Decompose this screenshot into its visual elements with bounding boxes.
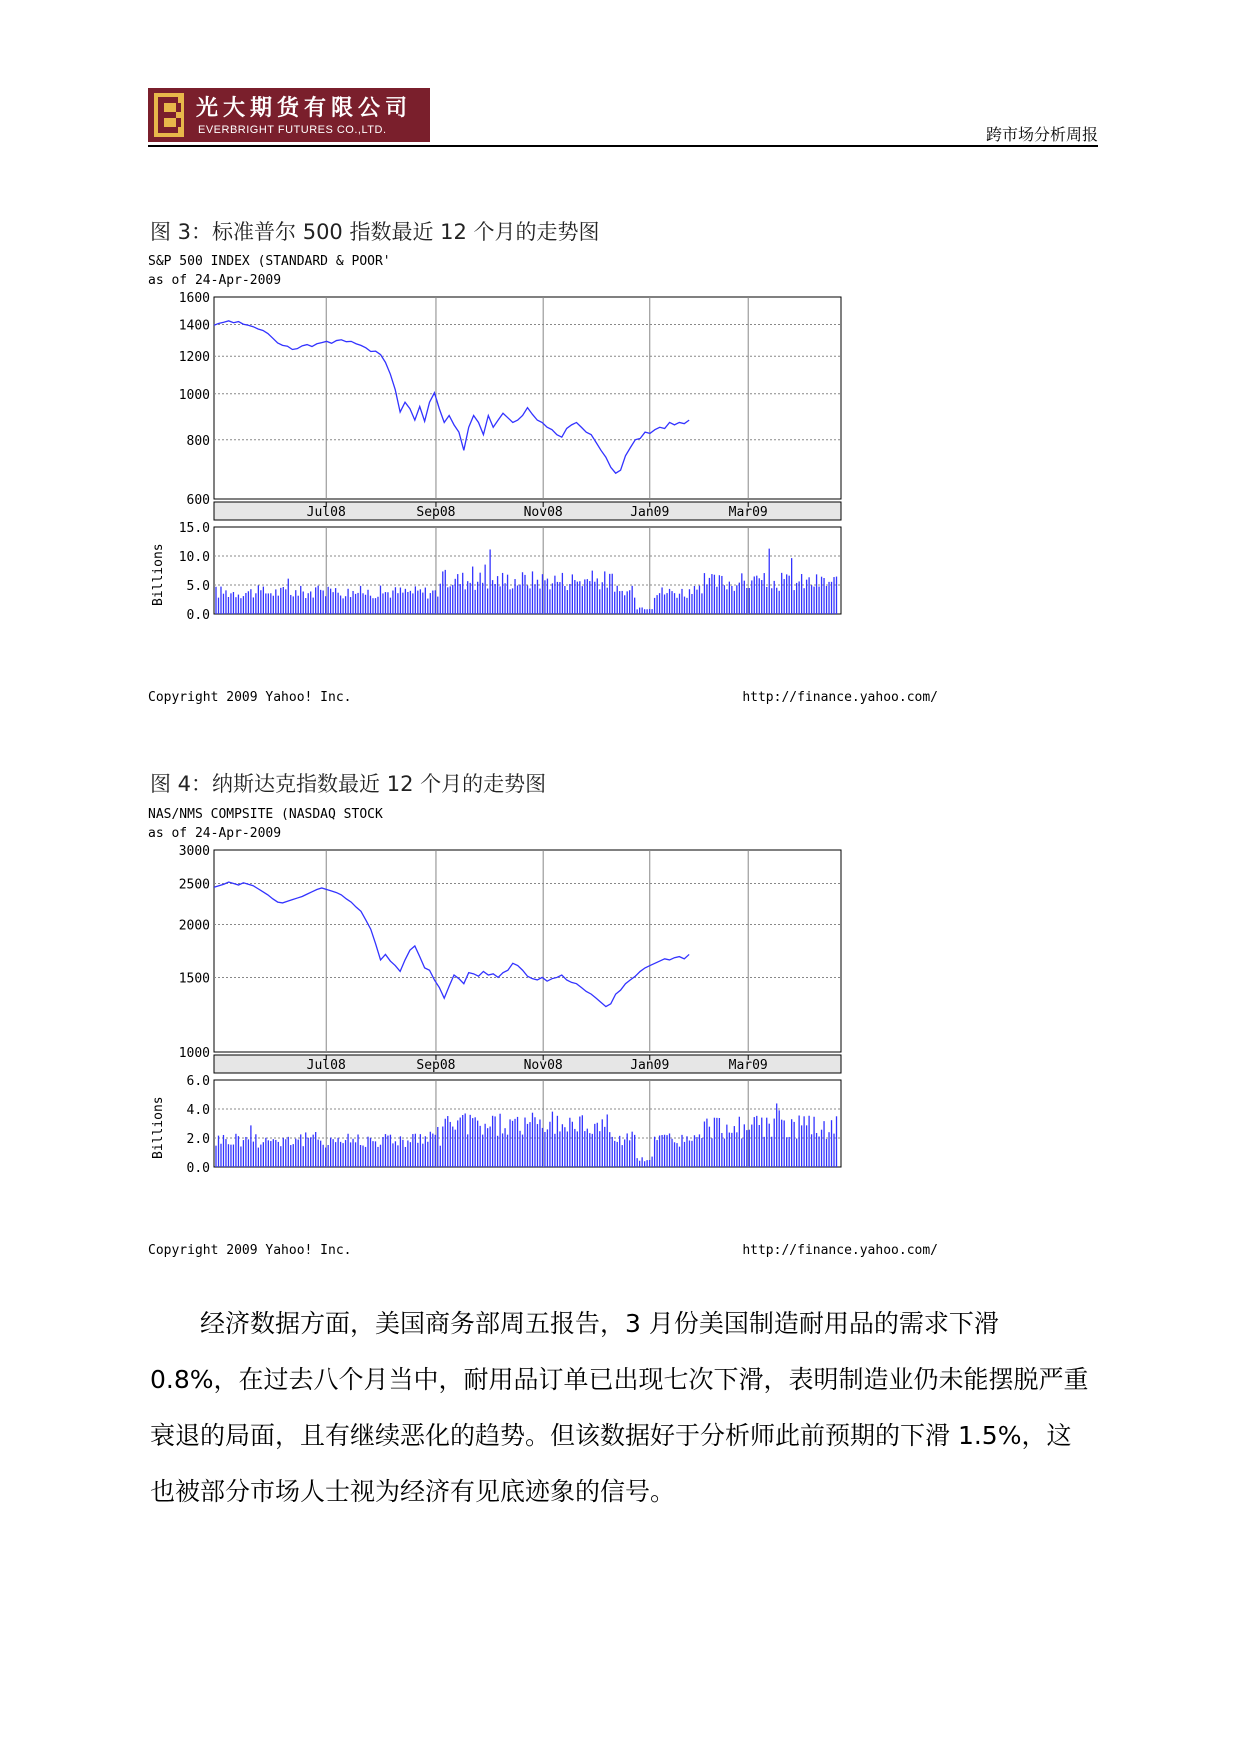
price-plot bbox=[179, 844, 841, 1073]
y-tick-label: 1000 bbox=[178, 1046, 210, 1061]
header-divider bbox=[148, 145, 1098, 147]
y-tick-label: 1400 bbox=[178, 318, 210, 334]
y-tick-label: 800 bbox=[186, 433, 210, 449]
x-tick-label: Jul08 bbox=[306, 1058, 346, 1073]
volume-tick-label: 15.0 bbox=[178, 521, 210, 536]
volume-tick-label: 0.0 bbox=[186, 1161, 210, 1176]
volume-tick-label: 10.0 bbox=[178, 550, 210, 565]
paragraph-text: 经济数据方面，美国商务部周五报告，3 月份美国制造耐用品的需求下滑 0.8%，在过去八个月当中，耐用品订单已出现七次下滑，表明制造业仍未能摆脱严重衰退的局面，且有继续恶化的趋势。但该数据好于分析师此前预期的下滑 1.5%，这也被部分市场人士视为经济有见底迹象的信号。 bbox=[150, 1309, 1089, 1506]
figure-caption: 图 3：标准普尔 500 指数最近 12 个月的走势图 bbox=[150, 220, 600, 244]
volume-tick-label: 5.0 bbox=[186, 579, 210, 594]
company-logo bbox=[148, 88, 430, 142]
chart-source-link[interactable]: http://finance.yahoo.com/ bbox=[742, 1243, 938, 1258]
y-tick-label: 1600 bbox=[178, 291, 210, 306]
volume-tick-label: 4.0 bbox=[186, 1103, 210, 1118]
chart-source-link[interactable]: http://finance.yahoo.com/ bbox=[742, 690, 938, 705]
volume-tick-label: 6.0 bbox=[186, 1074, 210, 1089]
page-header bbox=[148, 88, 1098, 148]
figure-caption: 图 4：纳斯达克指数最近 12 个月的走势图 bbox=[150, 772, 547, 796]
volume-tick-label: 2.0 bbox=[186, 1132, 210, 1147]
y-tick-label: 2000 bbox=[178, 918, 210, 934]
x-tick-label: Mar09 bbox=[728, 505, 768, 520]
y-tick-label: 2500 bbox=[178, 877, 210, 893]
body-paragraph bbox=[150, 1296, 1090, 1520]
x-tick-label: Jan09 bbox=[630, 505, 670, 520]
y-tick-label: 1000 bbox=[178, 387, 210, 403]
x-tick-label: Nov08 bbox=[523, 505, 563, 520]
chart-copyright: Copyright 2009 Yahoo! Inc. bbox=[148, 1243, 352, 1258]
chart-title: NAS/NMS COMPSITE (NASDAQ STOCK bbox=[148, 807, 383, 822]
volume-tick-label: 0.0 bbox=[186, 608, 210, 623]
report-title: 跨市场分析周报 bbox=[985, 125, 1098, 144]
volume-plot bbox=[151, 1074, 841, 1176]
company-name-cn: 光大期货有限公司 bbox=[196, 95, 413, 121]
nasdaq-chart bbox=[148, 805, 948, 1259]
volume-axis-label: Billions bbox=[151, 543, 166, 606]
y-tick-label: 600 bbox=[186, 493, 210, 508]
chart-title: S&P 500 INDEX (STANDARD & POOR' bbox=[148, 254, 391, 269]
y-tick-label: 1500 bbox=[178, 971, 210, 987]
company-name-en: EVERBRIGHT FUTURES CO.,LTD. bbox=[198, 124, 387, 136]
x-tick-label: Sep08 bbox=[416, 505, 456, 520]
y-tick-label: 1200 bbox=[178, 350, 210, 366]
volume-axis-label: Billions bbox=[151, 1096, 166, 1159]
sp500-chart bbox=[148, 252, 948, 706]
x-tick-label: Jul08 bbox=[306, 505, 346, 520]
plot-frame bbox=[214, 297, 841, 499]
x-tick-label: Sep08 bbox=[416, 1058, 456, 1073]
chart-subtitle: as of 24-Apr-2009 bbox=[148, 826, 282, 841]
price-plot bbox=[179, 291, 841, 520]
chart-copyright: Copyright 2009 Yahoo! Inc. bbox=[148, 690, 352, 705]
chart-subtitle: as of 24-Apr-2009 bbox=[148, 273, 282, 288]
x-tick-label: Nov08 bbox=[523, 1058, 563, 1073]
logo-mark-icon bbox=[154, 93, 184, 137]
volume-plot bbox=[151, 521, 841, 623]
x-tick-label: Mar09 bbox=[728, 1058, 768, 1073]
plot-frame bbox=[214, 850, 841, 1052]
y-tick-label: 3000 bbox=[178, 844, 210, 859]
x-tick-label: Jan09 bbox=[630, 1058, 670, 1073]
